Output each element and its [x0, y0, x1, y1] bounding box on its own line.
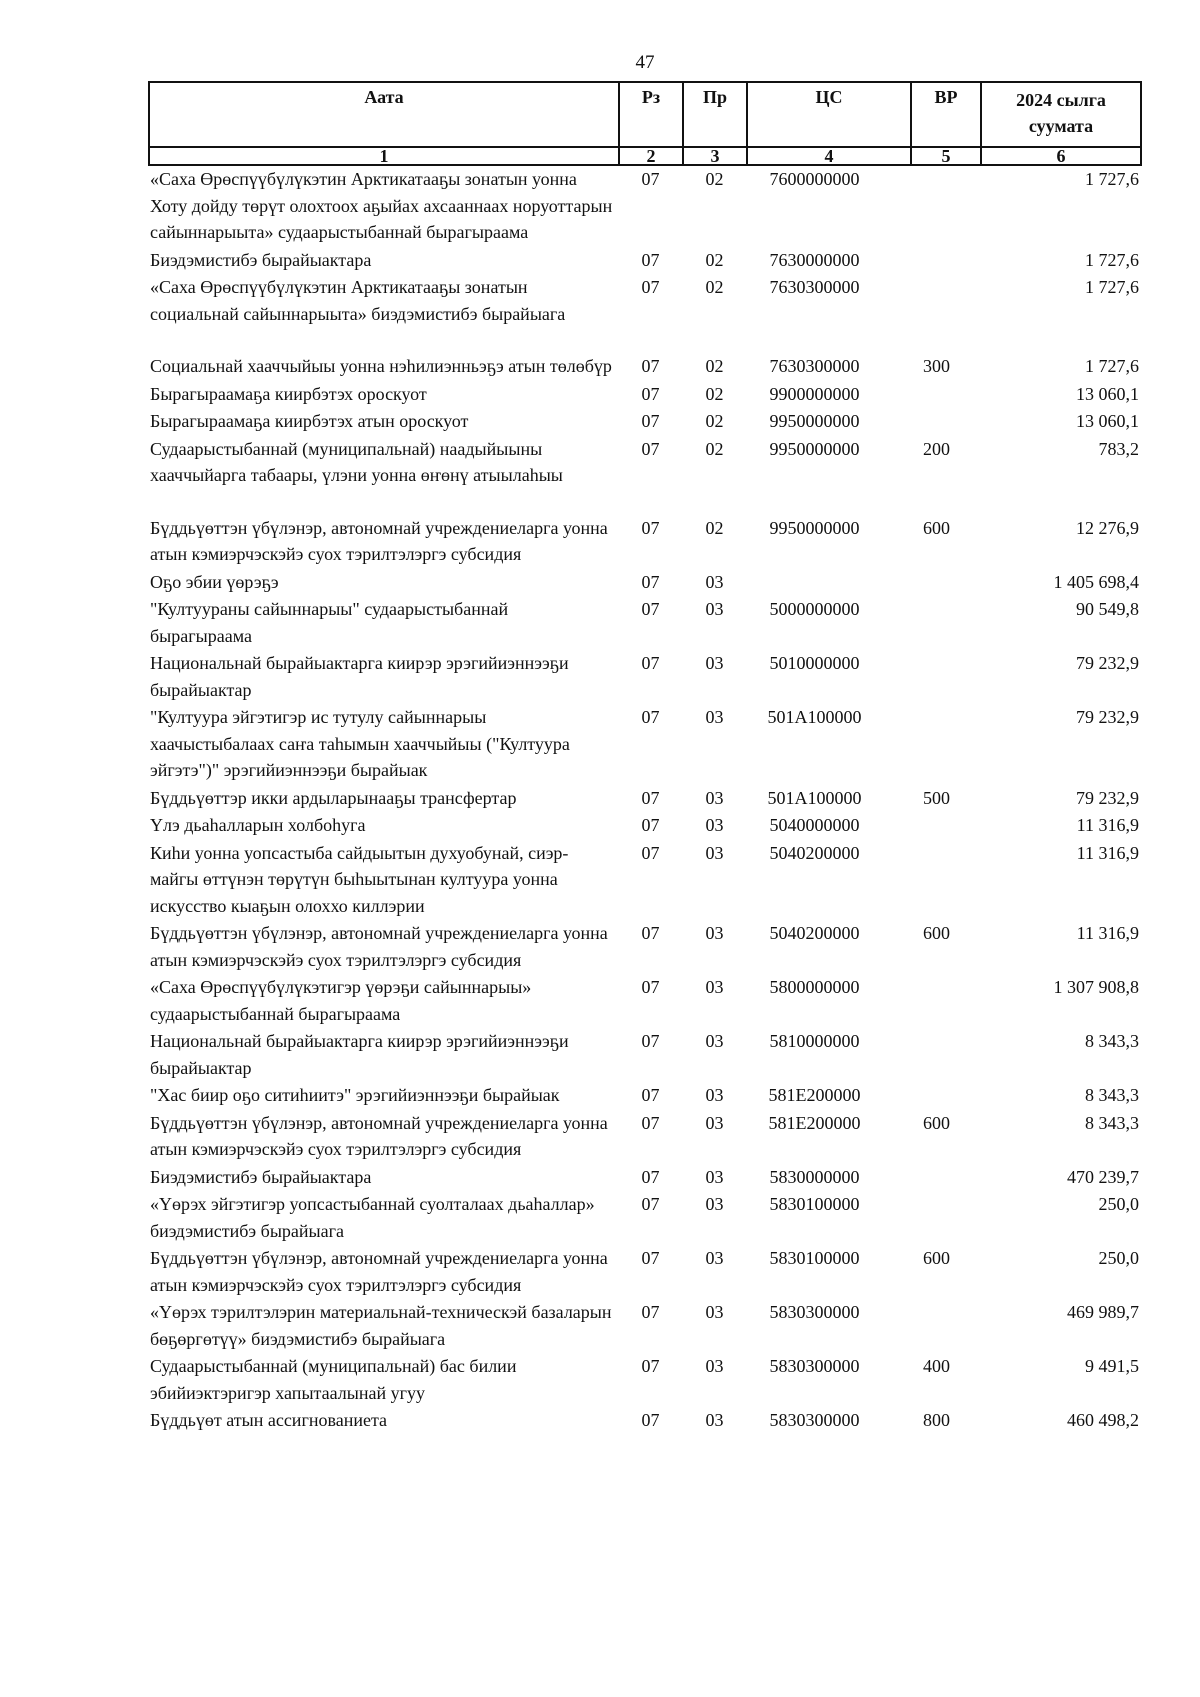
- column-number: 1: [149, 147, 619, 165]
- row-vr: [911, 247, 981, 275]
- row-rz: 07: [641, 1166, 660, 1187]
- table-row: [149, 704, 1141, 785]
- row-name: Судаарыстыбаннай (муниципальнай) бас билии эбийиэктэригэр хапытаалынай угуу: [150, 1356, 517, 1403]
- row-amount: 8 343,3: [1085, 1112, 1139, 1133]
- table-row: [149, 1245, 1141, 1299]
- row-cs: 5830100000: [769, 1194, 860, 1214]
- row-cs: 581E200000: [768, 1112, 861, 1133]
- row-vr: 600: [923, 1248, 950, 1268]
- table-row: [149, 1164, 1141, 1192]
- column-number: 5: [911, 147, 981, 165]
- row-cs: 9950000000: [769, 411, 860, 431]
- table-row: [149, 381, 1141, 409]
- row-amount: 250,0: [1098, 1194, 1139, 1214]
- row-pr: 02: [705, 277, 724, 297]
- table-row: [149, 812, 1141, 840]
- row-name: Биэдэмистибэ бырайыактара: [150, 249, 372, 270]
- row-rz: 07: [641, 571, 660, 592]
- row-pr: 02: [705, 438, 724, 459]
- column-number: 3: [683, 147, 747, 165]
- row-vr: [911, 812, 981, 840]
- row-vr: 300: [923, 356, 950, 376]
- row-name: Бүддьүөттэн үбүлэнэр, автономнай учреждениеларга уонна атын кэмиэрчэскэйэ суох тэрилтэлэргэ субсидия: [150, 517, 608, 564]
- row-pr: 02: [705, 249, 724, 270]
- row-vr: [911, 381, 981, 409]
- row-rz: 07: [641, 277, 660, 297]
- row-amount: 8 343,3: [1085, 1031, 1139, 1051]
- row-cs: 9900000000: [769, 383, 860, 404]
- table-row: [149, 274, 1141, 353]
- row-name: Судаарыстыбаннай (муниципальнай) наадыйыыны хааччыйарга табаары, үлэни уонна өҥөнү атыылаһыы: [150, 438, 563, 485]
- row-name: Бүддьүөттэн үбүлэнэр, автономнай учреждениеларга уонна атын кэмиэрчэскэйэ суох тэрилтэлэргэ субсидия: [150, 1248, 608, 1295]
- row-amount: 79 232,9: [1076, 787, 1139, 808]
- column-number: 6: [981, 147, 1141, 165]
- row-rz: 07: [641, 1410, 660, 1430]
- row-cs: 501A100000: [767, 787, 862, 808]
- column-header-cs: ЦС: [747, 82, 911, 147]
- row-amount: 470 239,7: [1067, 1166, 1139, 1187]
- table-row: [149, 1353, 1141, 1407]
- row-vr: 500: [923, 787, 950, 808]
- table-row: [149, 247, 1141, 275]
- row-amount: 1 307 908,8: [1053, 977, 1139, 997]
- row-rz: 07: [641, 653, 660, 673]
- row-name: Национальнай бырайыактарга киирэр эрэгийиэннээҕи бырайыактар: [150, 1031, 569, 1078]
- row-name: Үлэ дьаһалларын холбоһуга: [150, 815, 366, 835]
- table-row: [149, 785, 1141, 813]
- row-pr: 03: [705, 842, 724, 863]
- row-cs: 5830300000: [769, 1410, 860, 1430]
- table-row: [149, 569, 1141, 597]
- row-rz: 07: [641, 1248, 660, 1268]
- row-rz: 07: [641, 787, 660, 808]
- row-name: «Саха Өрөспүүбүлүкэтин Арктикатааҕы зонатын социальнай сайыннарыыта» биэдэмистибэ бырайыага: [150, 277, 566, 324]
- row-vr: [911, 569, 981, 597]
- row-cs: [747, 569, 911, 597]
- row-amount: 13 060,1: [1076, 383, 1139, 404]
- row-name: Бүддьүөттэн үбүлэнэр, автономнай учреждениеларга уонна атын кэмиэрчэскэйэ суох тэрилтэлэргэ субсидия: [150, 923, 608, 970]
- column-header-amount: 2024 сылга суумата: [981, 82, 1141, 147]
- row-rz: 07: [641, 169, 660, 189]
- row-vr: 600: [923, 517, 950, 538]
- row-amount: 11 316,9: [1076, 842, 1139, 863]
- row-name: "Хас биир оҕо ситиһиитэ" эрэгийиэннээҕи бырайыак: [150, 1085, 560, 1105]
- row-rz: 07: [641, 1112, 660, 1133]
- row-vr: [911, 650, 981, 704]
- table-row: [149, 974, 1141, 1028]
- row-rz: 07: [641, 356, 660, 376]
- row-vr: 600: [923, 1112, 950, 1133]
- row-pr: 03: [705, 1194, 724, 1214]
- row-name: Оҕо эбии үөрэҕэ: [150, 571, 279, 592]
- table-row: [149, 408, 1141, 436]
- row-pr: 03: [705, 923, 724, 943]
- row-amount: 783,2: [1098, 438, 1139, 459]
- row-cs: 5830100000: [769, 1248, 860, 1268]
- row-amount: 1 727,6: [1085, 277, 1139, 297]
- column-number: 4: [747, 147, 911, 165]
- column-header-pr: Пр: [683, 82, 747, 147]
- row-name: Национальнай бырайыактарга киирэр эрэгийиэннээҕи бырайыактар: [150, 653, 569, 700]
- row-rz: 07: [641, 842, 660, 863]
- row-amount: 11 316,9: [1076, 923, 1139, 943]
- row-amount: 9 491,5: [1085, 1356, 1139, 1376]
- row-rz: 07: [641, 383, 660, 404]
- row-vr: 800: [923, 1410, 950, 1430]
- table-row: [149, 650, 1141, 704]
- row-pr: 02: [705, 411, 724, 431]
- row-vr: [911, 704, 981, 785]
- row-amount: 8 343,3: [1085, 1085, 1139, 1105]
- row-name: «Үөрэх тэрилтэлэрин материальнай-техническэй базаларын бөҕөргөтүү» биэдэмистибэ бырайыага: [150, 1302, 612, 1349]
- row-pr: 02: [705, 383, 724, 404]
- row-name: "Култуура эйгэтигэр ис тутулу сайыннарыы хаачыстыбалаах саҥа таһымын хааччыйыы ("Култуура эйгэтэ")" эрэгийиэннээҕи бырайыак: [150, 707, 570, 780]
- row-cs: 5000000000: [769, 599, 860, 619]
- row-pr: 03: [705, 787, 724, 808]
- row-vr: 200: [923, 438, 950, 459]
- row-pr: 03: [705, 1031, 724, 1051]
- table-row: [149, 165, 1141, 247]
- row-rz: 07: [641, 249, 660, 270]
- row-vr: 400: [923, 1356, 950, 1376]
- row-cs: 7630000000: [769, 249, 860, 270]
- row-cs: 5040000000: [769, 815, 860, 835]
- table-row: [149, 1082, 1141, 1110]
- row-amount: 1 727,6: [1085, 169, 1139, 189]
- row-pr: 03: [705, 1410, 724, 1430]
- row-cs: 5810000000: [769, 1031, 860, 1051]
- row-rz: 07: [641, 1356, 660, 1376]
- table-row: [149, 1028, 1141, 1082]
- row-vr: [911, 596, 981, 650]
- row-name: Социальнай хааччыйыы уонна нэһилиэнньэҕэ атын төлөбүр: [150, 356, 612, 376]
- header-row: [149, 82, 1141, 147]
- row-name: «Үөрэх эйгэтигэр уопсастыбаннай суолталаах дьаһаллар» биэдэмистибэ бырайыага: [150, 1194, 595, 1241]
- row-rz: 07: [641, 923, 660, 943]
- row-amount: 79 232,9: [1076, 653, 1139, 673]
- row-name: Бырагыраамаҕа киирбэтэх атын ороскуот: [150, 411, 469, 431]
- row-vr: [911, 1191, 981, 1245]
- row-pr: 02: [705, 356, 724, 376]
- row-rz: 07: [641, 1302, 660, 1322]
- row-cs: 5800000000: [769, 977, 860, 997]
- row-name: Бүддьүөттэн үбүлэнэр, автономнай учреждениеларга уонна атын кэмиэрчэскэйэ суох тэрилтэлэргэ субсидия: [150, 1112, 608, 1159]
- column-header-name: Аата: [149, 82, 619, 147]
- row-amount: 1 405 698,4: [1053, 571, 1139, 592]
- row-pr: 03: [705, 1302, 724, 1322]
- row-cs: 9950000000: [769, 438, 860, 459]
- row-pr: 03: [705, 1112, 724, 1133]
- table-row: [149, 1110, 1141, 1164]
- row-cs: 5830300000: [769, 1356, 860, 1376]
- row-vr: [911, 1164, 981, 1192]
- row-name: «Саха Өрөспүүбүлүкэтигэр үөрэҕи сайыннарыы» судаарыстыбаннай бырагыраама: [150, 977, 532, 1024]
- row-amount: 11 316,9: [1076, 815, 1139, 835]
- row-rz: 07: [641, 1031, 660, 1051]
- row-cs: 7630300000: [769, 356, 860, 376]
- table-row: [149, 840, 1141, 921]
- row-name: Бүддьүөт атын ассигнованиета: [150, 1410, 388, 1430]
- row-amount: 469 989,7: [1067, 1302, 1139, 1322]
- row-name: Киһи уонна уопсастыба сайдыытын духуобунай, сиэр-майгы өттүнэн төрүтүн быһыытынан култуура уонна искусство кыаҕын олоххо киллэрии: [150, 842, 569, 916]
- column-number: 2: [619, 147, 683, 165]
- row-rz: 07: [641, 599, 660, 619]
- row-vr: [911, 1082, 981, 1110]
- row-name: «Саха Өрөспүүбүлүкэтин Арктикатааҕы зонатын уонна Хоту дойду төрүт олохтоох аҕыйах ахсааннаах норуоттарын сайыннарыыта» судаарыстыбаннай бырагыраама: [150, 169, 613, 242]
- table-row: [149, 1407, 1141, 1435]
- row-amount: 250,0: [1098, 1248, 1139, 1268]
- row-cs: 581E200000: [768, 1085, 861, 1105]
- row-amount: 79 232,9: [1076, 707, 1139, 727]
- row-pr: 03: [705, 815, 724, 835]
- row-vr: [911, 165, 981, 247]
- row-vr: 600: [923, 923, 950, 943]
- row-pr: 02: [705, 517, 724, 538]
- row-cs: 5830300000: [769, 1302, 860, 1322]
- row-vr: [911, 840, 981, 921]
- table-row: [149, 596, 1141, 650]
- row-cs: 9950000000: [769, 517, 860, 538]
- table-row: [149, 436, 1141, 515]
- row-vr: [911, 408, 981, 436]
- row-cs: 7600000000: [769, 169, 860, 189]
- row-vr: [911, 1028, 981, 1082]
- row-pr: 03: [705, 1166, 724, 1187]
- row-cs: 5010000000: [769, 653, 860, 673]
- row-rz: 07: [641, 707, 660, 727]
- column-number-row: [149, 147, 1141, 165]
- row-amount: 1 727,6: [1085, 249, 1139, 270]
- row-pr: 02: [705, 169, 724, 189]
- row-rz: 07: [641, 815, 660, 835]
- page-number: 47: [635, 52, 655, 73]
- row-cs: 5830000000: [769, 1166, 860, 1187]
- row-pr: 03: [705, 1356, 724, 1376]
- row-pr: 03: [705, 1248, 724, 1268]
- row-name: "Култуураны сайыннарыы" судаарыстыбаннай бырагыраама: [150, 599, 509, 646]
- table-row: [149, 515, 1141, 569]
- row-rz: 07: [641, 1194, 660, 1214]
- row-name: Бырагыраамаҕа киирбэтэх ороскуот: [150, 383, 427, 404]
- table-row: [149, 353, 1141, 381]
- row-amount: 13 060,1: [1076, 411, 1139, 431]
- row-vr: [911, 974, 981, 1028]
- column-header-rz: Рз: [619, 82, 683, 147]
- row-vr: [911, 1299, 981, 1353]
- row-name: Биэдэмистибэ бырайыактара: [150, 1166, 372, 1187]
- budget-table: [148, 81, 1142, 1435]
- row-rz: 07: [641, 411, 660, 431]
- row-name: Бүддьүөттэр икки ардыларынааҕы трансфертар: [150, 787, 517, 808]
- row-amount: 12 276,9: [1076, 517, 1139, 538]
- row-pr: 03: [705, 599, 724, 619]
- row-vr: [911, 274, 981, 353]
- row-pr: 03: [705, 653, 724, 673]
- row-amount: 460 498,2: [1067, 1410, 1139, 1430]
- row-rz: 07: [641, 1085, 660, 1105]
- row-rz: 07: [641, 438, 660, 459]
- row-amount: 1 727,6: [1085, 356, 1139, 376]
- row-rz: 07: [641, 517, 660, 538]
- row-rz: 07: [641, 977, 660, 997]
- row-pr: 03: [705, 571, 724, 592]
- row-pr: 03: [705, 977, 724, 997]
- column-header-vr: ВР: [911, 82, 981, 147]
- row-cs: 5040200000: [769, 842, 860, 863]
- row-amount: 90 549,8: [1076, 599, 1139, 619]
- table-row: [149, 920, 1141, 974]
- row-cs: 501A100000: [767, 707, 862, 727]
- table-row: [149, 1191, 1141, 1245]
- row-cs: 7630300000: [769, 277, 860, 297]
- table-row: [149, 1299, 1141, 1353]
- row-pr: 03: [705, 707, 724, 727]
- row-pr: 03: [705, 1085, 724, 1105]
- row-cs: 5040200000: [769, 923, 860, 943]
